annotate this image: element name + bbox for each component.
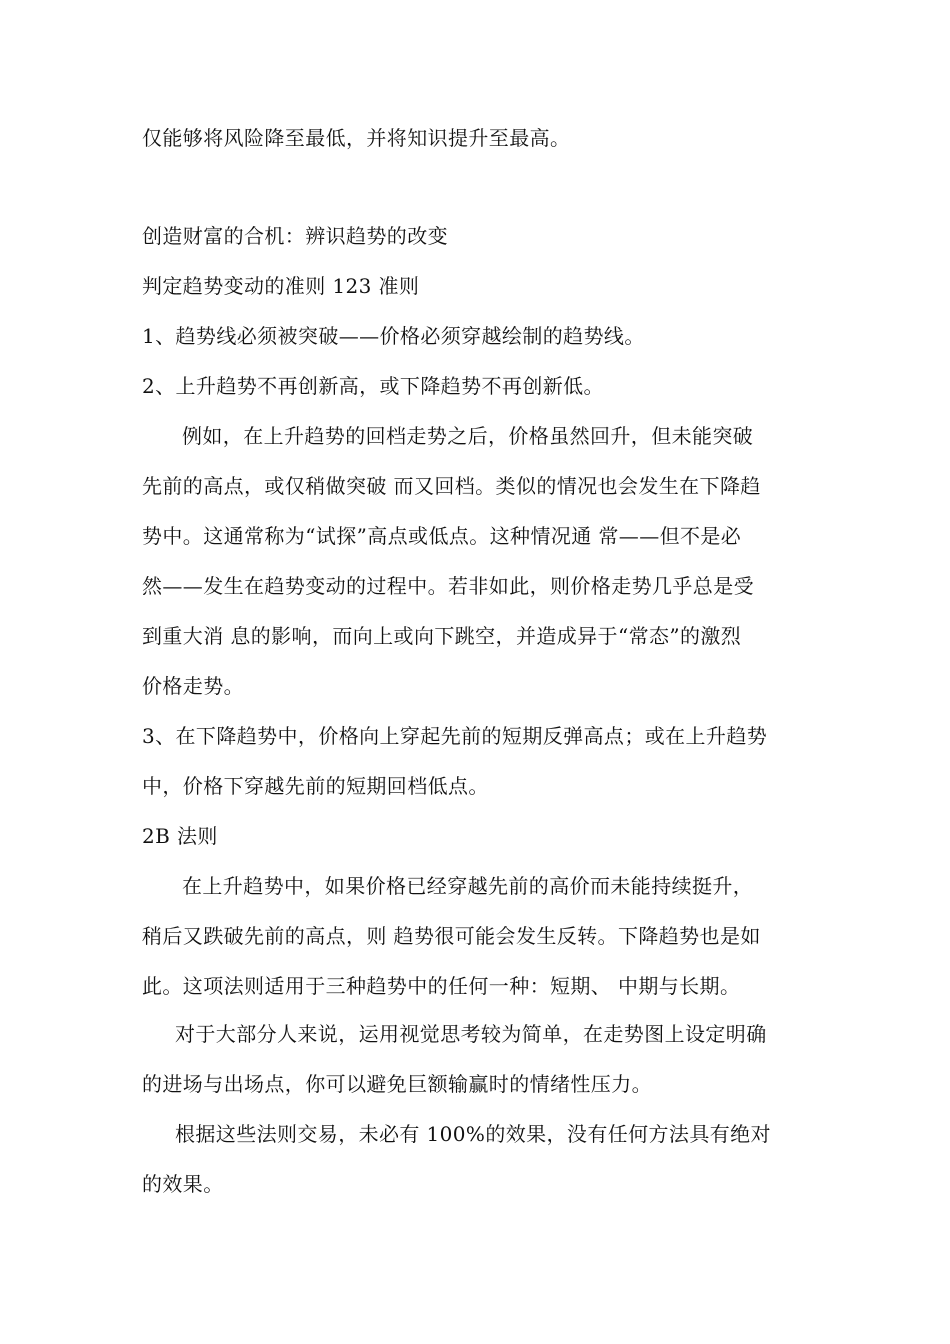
paragraph-line: 然——发生在趋势变动的过程中。若非如此，则价格走势几乎总是受 bbox=[142, 574, 754, 598]
rule-item-3-continued: 中，价格下穿越先前的短期回档低点。 bbox=[142, 774, 489, 798]
paragraph-line: 势中。这通常称为“试探”高点或低点。这种情况通 常——但不是必 bbox=[142, 524, 742, 548]
section-heading: 创造财富的合机：辨识趋势的改变 bbox=[142, 224, 448, 248]
subsection-heading: 2B 法则 bbox=[142, 824, 218, 848]
paragraph-line: 仅能够将风险降至最低，并将知识提升至最高。 bbox=[142, 126, 571, 150]
paragraph-line: 稍后又跌破先前的高点，则 趋势很可能会发生反转。下降趋势也是如 bbox=[142, 924, 761, 948]
paragraph-line: 对于大部分人来说，运用视觉思考较为简单，在走势图上设定明确 bbox=[175, 1022, 767, 1046]
paragraph-line: 先前的高点，或仅稍做突破 而又回档。类似的情况也会发生在下降趋 bbox=[142, 474, 761, 498]
paragraph-line: 到重大消 息的影响，而向上或向下跳空，并造成异于“常态”的激烈 bbox=[142, 624, 742, 648]
paragraph-line: 的进场与出场点，你可以避免巨额输赢时的情绪性压力。 bbox=[142, 1072, 652, 1096]
paragraph-line: 例如，在上升趋势的回档走势之后，价格虽然回升，但未能突破 bbox=[182, 424, 754, 448]
paragraph-line: 的效果。 bbox=[142, 1172, 224, 1196]
paragraph-line: 在上升趋势中，如果价格已经穿越先前的高价而未能持续挺升， bbox=[182, 874, 754, 898]
paragraph-line: 此。这项法则适用于三种趋势中的任何一种：短期、 中期与长期。 bbox=[142, 974, 741, 998]
rule-item-1: 1、趋势线必须被突破——价格必须穿越绘制的趋势线。 bbox=[142, 324, 645, 348]
paragraph-line: 价格走势。 bbox=[142, 674, 244, 698]
rule-item-2: 2、上升趋势不再创新高，或下降趋势不再创新低。 bbox=[142, 374, 604, 398]
subsection-heading: 判定趋势变动的准则 123 准则 bbox=[142, 274, 420, 298]
paragraph-line: 根据这些法则交易，未必有 100%的效果，没有任何方法具有绝对 bbox=[175, 1122, 771, 1146]
rule-item-3: 3、在下降趋势中，价格向上穿起先前的短期反弹高点；或在上升趋势 bbox=[142, 724, 768, 748]
